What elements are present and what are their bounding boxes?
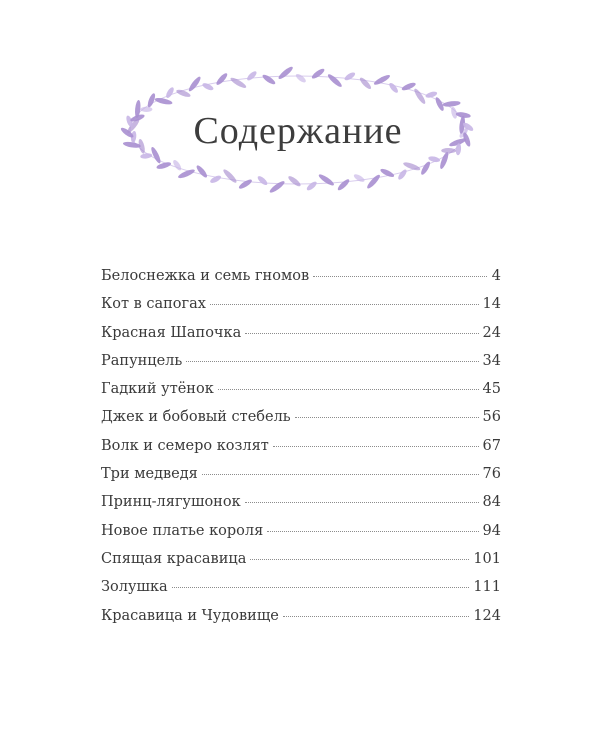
dot-leader [295, 417, 479, 418]
toc-entry-page: 84 [482, 494, 501, 511]
toc-entry-page: 76 [482, 466, 501, 483]
toc-entry-title: Спящая красавица [101, 550, 247, 567]
toc-entry[interactable] [101, 319, 501, 347]
toc-entry-page: 24 [482, 324, 501, 341]
toc-entry-title: Волк и семеро козлят [101, 437, 269, 454]
dot-leader [267, 531, 478, 532]
toc-entry[interactable] [101, 432, 501, 460]
toc-entry[interactable] [101, 602, 501, 630]
toc-entry-title: Золушка [101, 579, 168, 596]
page-title: Содержание [193, 110, 403, 152]
toc-entry[interactable] [101, 262, 501, 290]
toc-entry-page: 34 [482, 352, 501, 369]
dot-leader [210, 304, 479, 305]
toc-entry[interactable] [101, 517, 501, 545]
toc-entry-title: Красавица и Чудовище [101, 607, 279, 624]
toc-entry[interactable] [101, 403, 501, 431]
toc-entry-title: Красная Шапочка [101, 324, 242, 341]
toc-entry-title: Гадкий утёнок [101, 381, 214, 398]
toc-entry-title: Три медведя [101, 466, 198, 483]
toc-entry-title: Принц-лягушонок [101, 494, 241, 511]
toc-entry[interactable] [101, 545, 501, 573]
toc-entry[interactable] [101, 290, 501, 318]
dot-leader [245, 502, 479, 503]
toc-entry-page: 101 [473, 550, 501, 567]
dot-leader [245, 333, 478, 334]
toc-entry[interactable] [101, 460, 501, 488]
dot-leader [172, 587, 470, 588]
table-of-contents [101, 262, 501, 630]
dot-leader [273, 446, 479, 447]
toc-entry[interactable] [101, 375, 501, 403]
toc-entry-page: 45 [482, 381, 501, 398]
dot-leader [186, 361, 478, 362]
toc-entry-page: 67 [482, 437, 501, 454]
toc-entry-page: 111 [473, 579, 501, 596]
dot-leader [283, 616, 469, 617]
toc-entry-page: 94 [482, 522, 501, 539]
toc-entry-page: 56 [482, 409, 501, 426]
toc-entry[interactable] [101, 347, 501, 375]
toc-entry-page: 4 [491, 268, 501, 284]
dot-leader [313, 276, 487, 277]
toc-entry[interactable] [101, 573, 501, 601]
dot-leader [218, 389, 479, 390]
toc-entry[interactable] [101, 488, 501, 516]
toc-entry-page: 14 [482, 296, 501, 313]
dot-leader [202, 474, 479, 475]
dot-leader [250, 559, 469, 560]
toc-entry-page: 124 [473, 607, 501, 624]
toc-entry-title: Новое платье короля [101, 522, 264, 539]
toc-entry-title: Джек и бобовый стебель [101, 409, 291, 426]
toc-entry-title: Белоснежка и семь гномов [101, 268, 310, 284]
toc-entry-title: Кот в сапогах [101, 296, 206, 313]
toc-entry-title: Рапунцель [101, 352, 183, 369]
